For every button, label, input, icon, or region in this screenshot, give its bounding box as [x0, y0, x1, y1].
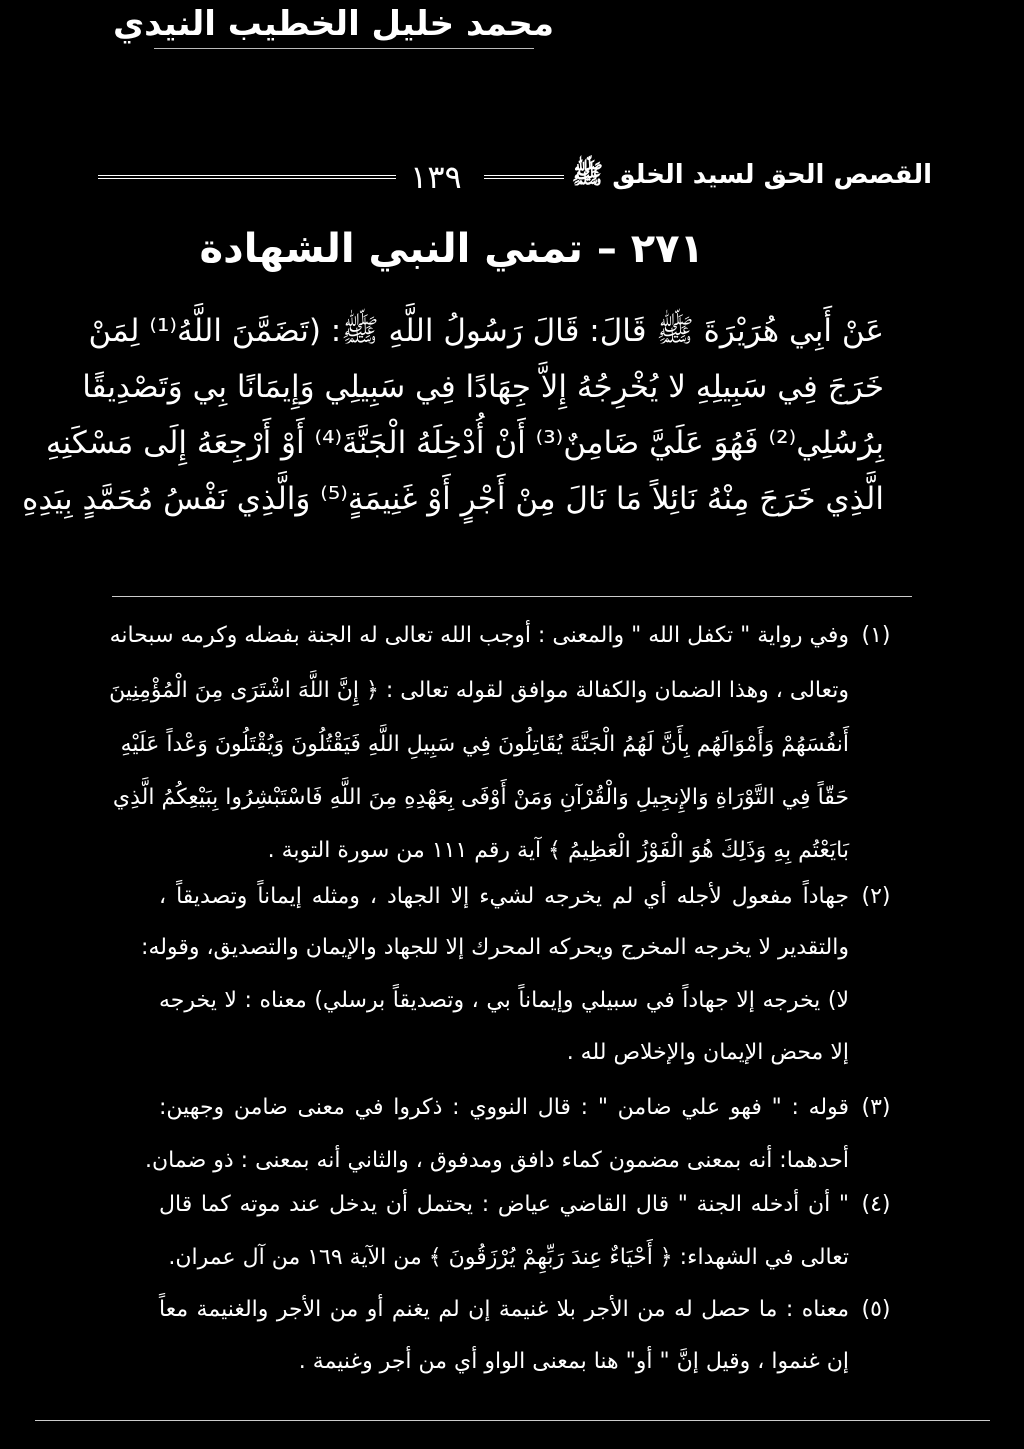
- footnote-line: وتعالى ، وهذا الضمان والكفالة موافق لقوله تعالى : ﴿ إِنَّ اللَّهَ اشْتَرَى مِنَ الْمُؤْمِنِينَ: [109, 678, 849, 703]
- running-header: [92, 158, 932, 196]
- section-heading: ٢٧١ – تمني النبي الشهادة: [199, 226, 704, 272]
- footnote-line: أَنفُسَهُمْ وَأَمْوَالَهُم بِأَنَّ لَهُمُ الْجَنَّةَ يُقَاتِلُونَ فِي سَبِيلِ اللَّهِ فَيَقْتُلُونَ وَيُقْتَلُونَ وَعْداً عَلَيْهِ: [120, 732, 849, 757]
- footnote-line: إن غنموا ، وقيل إنَّ " أو" هنا بمعنى الواو أي من أجر وغنيمة .: [298, 1349, 849, 1374]
- hadith-line: بِرُسُلِي⁽²⁾ فَهُوَ عَلَيَّ ضَامِنٌ⁽³⁾ أَنْ أُدْخِلَهُ الْجَنَّةَ⁽⁴⁾ أَوْ أَرْجِعَهُ إِلَى مَسْكَنِهِ: [45, 425, 884, 461]
- bottom-rule: [35, 1420, 990, 1421]
- author-underline: [154, 48, 534, 49]
- footnote-line: أحدهما: أنه بمعنى مضمون كماء دافق ومدفوق ، والثاني أنه بمعنى : ذو ضمان.: [145, 1148, 849, 1173]
- footnote-line: قوله : " فهو علي ضامن " : قال النووي : ذكروا في معنى ضامن وجهين:: [159, 1095, 849, 1120]
- footnote-number: (٤): [861, 1192, 891, 1217]
- footnote-line: معناه : ما حصل له من الأجر بلا غنيمة إن لم يغنم أو من الأجر والغنيمة معاً: [159, 1297, 849, 1322]
- footnote-number: (٣): [861, 1095, 891, 1120]
- footnote-number: (١): [861, 623, 891, 648]
- footnote-line: والتقدير لا يخرجه المخرج ويحركه المحرك إلا للجهاد والإيمان والتصديق، وقوله:: [141, 935, 849, 960]
- footnote-line: " أن أدخله الجنة " قال القاضي عياض : يحتمل أن يدخل عند موته كما قال: [159, 1192, 849, 1217]
- footnote-line: بَايَعْتُم بِهِ وَذَلِكَ هُوَ الْفَوْزُ الْعَظِيمُ ﴾ آية رقم ١١١ من سورة التوبة .: [267, 838, 849, 863]
- footnote-line: تعالى في الشهداء: ﴿ أَحْيَاءٌ عِندَ رَبِّهِمْ يُرْزَقُونَ ﴾ من الآية ١٦٩ من آل عمران.: [168, 1245, 849, 1270]
- footnote-number: (٢): [861, 884, 891, 909]
- footnote-line: حَقّاً فِي التَّوْرَاةِ وَالإِنجِيلِ وَالْقُرْآنِ وَمَنْ أَوْفَى بِعَهْدِهِ مِنَ اللَّهِ فَاسْتَبْشِرُوا بِبَيْعِكُمُ الَّذِي: [112, 785, 849, 810]
- running-title: القصص الحق لسيد الخلق ﷺ: [571, 160, 932, 190]
- author-name: محمد خليل الخطيب النيدي: [112, 4, 554, 44]
- footnote-number: (٥): [861, 1297, 891, 1322]
- footnote-separator: [112, 596, 912, 597]
- footnote-line: لا) يخرجه إلا جهاداً في سبيلي وإيماناً بي ، وتصديقاً برسلي) معناه : لا يخرجه: [159, 988, 849, 1013]
- footnote-line: إلا محض الإيمان والإخلاص لله .: [566, 1040, 849, 1065]
- header-rule-short: [484, 175, 564, 179]
- footnote-line: وفي رواية " تكفل الله " والمعنى : أوجب الله تعالى له الجنة بفضله وكرمه سبحانه: [109, 623, 849, 648]
- hadith-line: عَنْ أَبِي هُرَيْرَةَ ﷺ قَالَ: قَالَ رَسُولُ اللَّهِ ﷺ: (تَضَمَّنَ اللَّهُ⁽¹⁾ لِمَنْ: [88, 313, 884, 349]
- hadith-line: الَّذِي خَرَجَ مِنْهُ نَائِلاً مَا نَالَ مِنْ أَجْرٍ أَوْ غَنِيمَةٍ⁽⁵⁾ وَالَّذِي نَفْسُ مُحَمَّدٍ بِيَدِهِ: [22, 481, 884, 517]
- footnote-line: جهاداً مفعول لأجله أي لم يخرجه لشيء إلا الجهاد ، ومثله إيماناً وتصديقاً ،: [159, 884, 849, 909]
- hadith-line: خَرَجَ فِي سَبِيلِهِ لا يُخْرِجُهُ إِلاَّ جِهَادًا فِي سَبِيلِي وَإِيمَانًا بِي وَتَصْدِيقًا: [82, 369, 884, 405]
- page-number: ١٣٩: [410, 158, 462, 196]
- header-rule-long: [98, 175, 396, 179]
